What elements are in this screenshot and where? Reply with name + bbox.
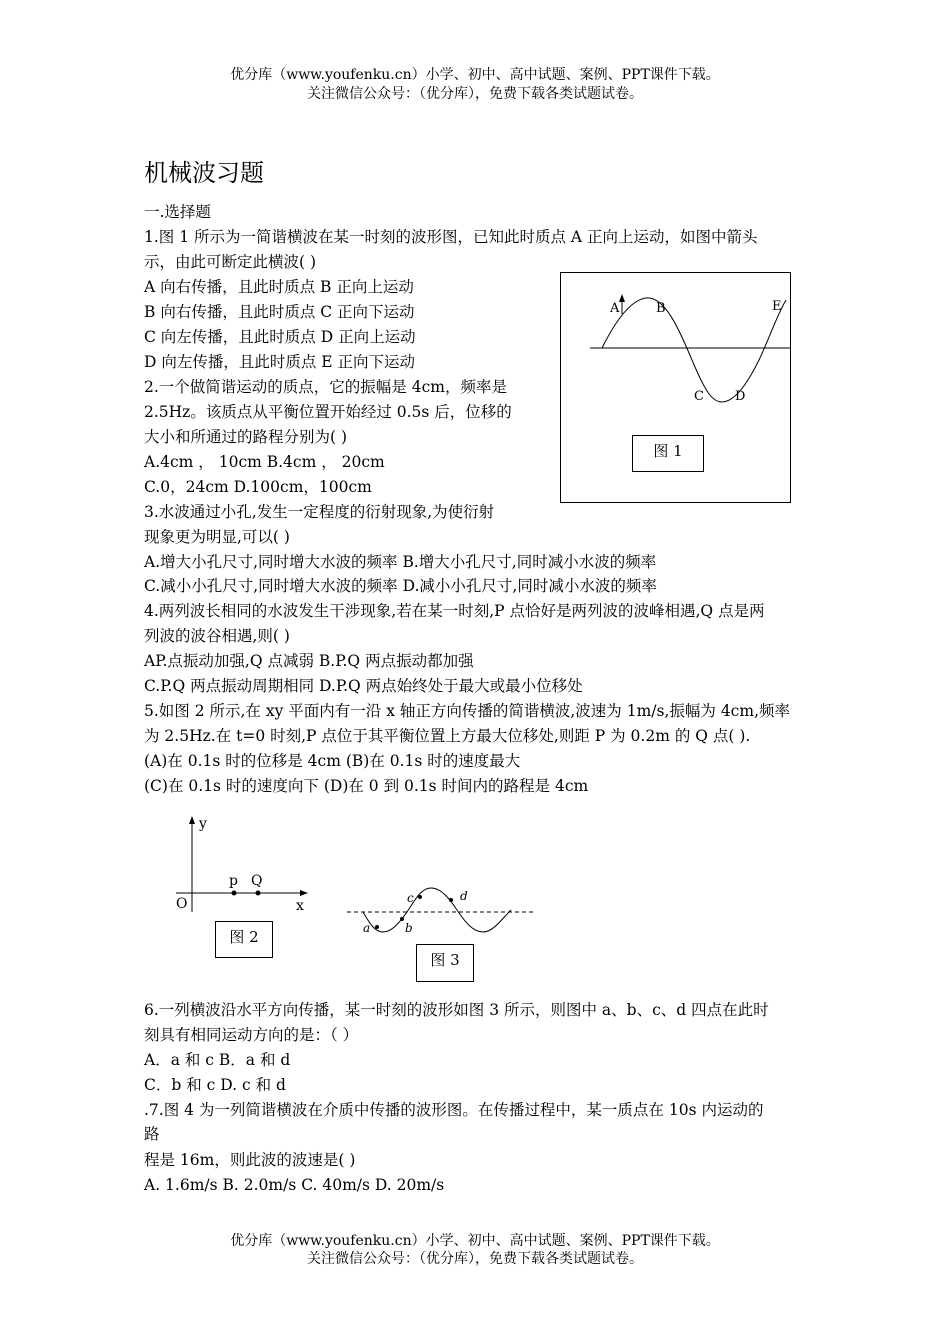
figure-1-arrow-head (619, 294, 625, 302)
q5-stem-2: 为 2.5Hz.在 t=0 时刻,P 点位于其平衡位置上方最大位移处,则距 P 为 0.2m 的 Q 点( ). (144, 727, 751, 745)
q1-option-d: D 向左传播，且此时质点 E 正向下运动 (144, 353, 416, 371)
figure-3-label-a: a (363, 921, 371, 935)
header-line-2: 关注微信公众号：（优分库），免费下载各类试题试卷。 (307, 86, 643, 102)
figure-1-point-e: E (772, 299, 782, 314)
figure-2 (170, 812, 310, 962)
q5-options-cd: (C)在 0.1s 时的速度向下 (D)在 0 到 0.1s 时间内的路程是 4cm (144, 777, 589, 795)
q1-option-a: A 向右传播，且此时质点 B 正向上运动 (144, 278, 414, 296)
q7-stem-2: 路 (144, 1125, 160, 1143)
figure-2-label-p: p (229, 873, 238, 889)
section-heading: 一.选择题 (144, 203, 211, 221)
figure-3-label: 图 3 (416, 944, 474, 982)
q4-stem-2: 列波的波谷相遇,则( ) (144, 627, 290, 645)
figure-3 (345, 880, 535, 985)
q7-options: A. 1.6m/s B. 2.0m/s C. 40m/s D. 20m/s (144, 1176, 445, 1194)
q6-options-cd: C．b 和 c D. c 和 d (144, 1076, 286, 1094)
q1-stem-1: 1.图 1 所示为一简谐横波在某一时刻的波形图，已知此时质点 A 正向上运动，如图中箭头 (144, 228, 758, 246)
figure-1-point-c: C (694, 389, 704, 404)
q2-stem-3: 大小和所通过的路程分别为( ) (144, 428, 348, 446)
q4-options-ab: AP.点振动加强,Q 点减弱 B.P.Q 两点振动都加强 (144, 652, 474, 670)
figure-2-canvas (170, 812, 310, 922)
figure-2-point-p (232, 891, 237, 896)
q4-stem-1: 4.两列波长相同的水波发生干涉现象,若在某一时刻,P 点恰好是两列波的波峰相遇,Q 点是两 (144, 602, 765, 620)
footer-line-2: 关注微信公众号：（优分库），免费下载各类试题试卷。 (307, 1251, 643, 1267)
figure-1-point-b: B (656, 301, 666, 316)
figure-3-point-a (375, 925, 379, 929)
q3-options-ab: A.增大小孔尺寸,同时增大水波的频率 B.增大小孔尺寸,同时减小水波的频率 (144, 553, 657, 571)
q6-stem-1: 6.一列横波沿水平方向传播，某一时刻的波形如图 3 所示，则图中 a、b、c、d 四点在此时 (144, 1001, 769, 1019)
figure-2-origin: O (176, 896, 188, 912)
figure-3-label-c: c (407, 891, 414, 905)
q5-options-ab: (A)在 0.1s 时的位移是 4cm (B)在 0.1s 时的速度最大 (144, 752, 521, 770)
q5-stem-1: 5.如图 2 所示,在 xy 平面内有一沿 x 轴正方向传播的简谐横波,波速为 1m/s,振幅为 4cm,频率 (144, 702, 790, 720)
figure-1 (560, 272, 790, 502)
q2-options-ab: A.4cm ， 10cm B.4cm ， 20cm (144, 453, 385, 471)
q2-stem-2: 2.5Hz。该质点从平衡位置开始经过 0.5s 后，位移的 (144, 403, 512, 421)
figure-2-y-label: y (199, 816, 207, 832)
figure-2-point-q (256, 891, 261, 896)
figure-3-point-c (418, 895, 422, 899)
header-line-1: 优分库（www.youfenku.cn）小学、初中、高中试题、案例、PPT课件下载。 (230, 67, 720, 83)
q6-stem-2: 刻具有相同运动方向的是：（ ） (144, 1026, 359, 1044)
figure-3-wave (363, 888, 511, 932)
q2-options-cd: C.0，24cm D.100cm，100cm (144, 478, 372, 496)
q3-stem-1: 3.水波通过小孔,发生一定程度的衍射现象,为使衍射 (144, 503, 495, 521)
q2-stem-1: 2.一个做简谐运动的质点，它的振幅是 4cm，频率是 (144, 378, 507, 396)
q7-stem-3: 程是 16m，则此波的波速是( ) (144, 1151, 356, 1169)
figure-2-label-q: Q (251, 873, 263, 889)
figure-3-label-b: b (405, 921, 413, 935)
q1-option-c: C 向左传播，且此时质点 D 正向上运动 (144, 328, 416, 346)
figure-1-wave (602, 298, 786, 402)
figure-3-canvas (345, 880, 535, 940)
q3-options-cd: C.减小小孔尺寸,同时增大水波的频率 D.减小小孔尺寸,同时减小水波的频率 (144, 577, 657, 595)
q1-stem-2: 示，由此可断定此横波( ) (144, 253, 317, 271)
q6-options-ab: A．a 和 c B．a 和 d (144, 1051, 291, 1069)
figure-1-point-d: D (735, 389, 746, 404)
q1-option-b: B 向右传播，且此时质点 C 正向下运动 (144, 303, 415, 321)
figure-2-y-arrow (189, 816, 195, 824)
figure-2-label: 图 2 (215, 921, 273, 958)
page-title: 机械波习题 (144, 159, 264, 187)
figure-1-point-a: A (610, 301, 620, 316)
q4-options-cd: C.P.Q 两点振动周期相同 D.P.Q 两点始终处于最大或最小位移处 (144, 677, 583, 695)
figure-3-point-d (449, 898, 453, 902)
figure-3-label-d: d (460, 889, 468, 903)
figure-2-x-arrow (300, 890, 308, 896)
q3-stem-2: 现象更为明显,可以( ) (144, 528, 290, 546)
footer-line-1: 优分库（www.youfenku.cn）小学、初中、高中试题、案例、PPT课件下载。 (230, 1233, 720, 1249)
figure-2-x-label: x (296, 898, 304, 914)
q7-stem-1: .7.图 4 为一列简谐横波在介质中传播的波形图。在传播过程中，某一质点在 10s 内运动的 (144, 1101, 764, 1119)
figure-1-label: 图 1 (632, 435, 704, 472)
figure-3-point-b (400, 917, 404, 921)
